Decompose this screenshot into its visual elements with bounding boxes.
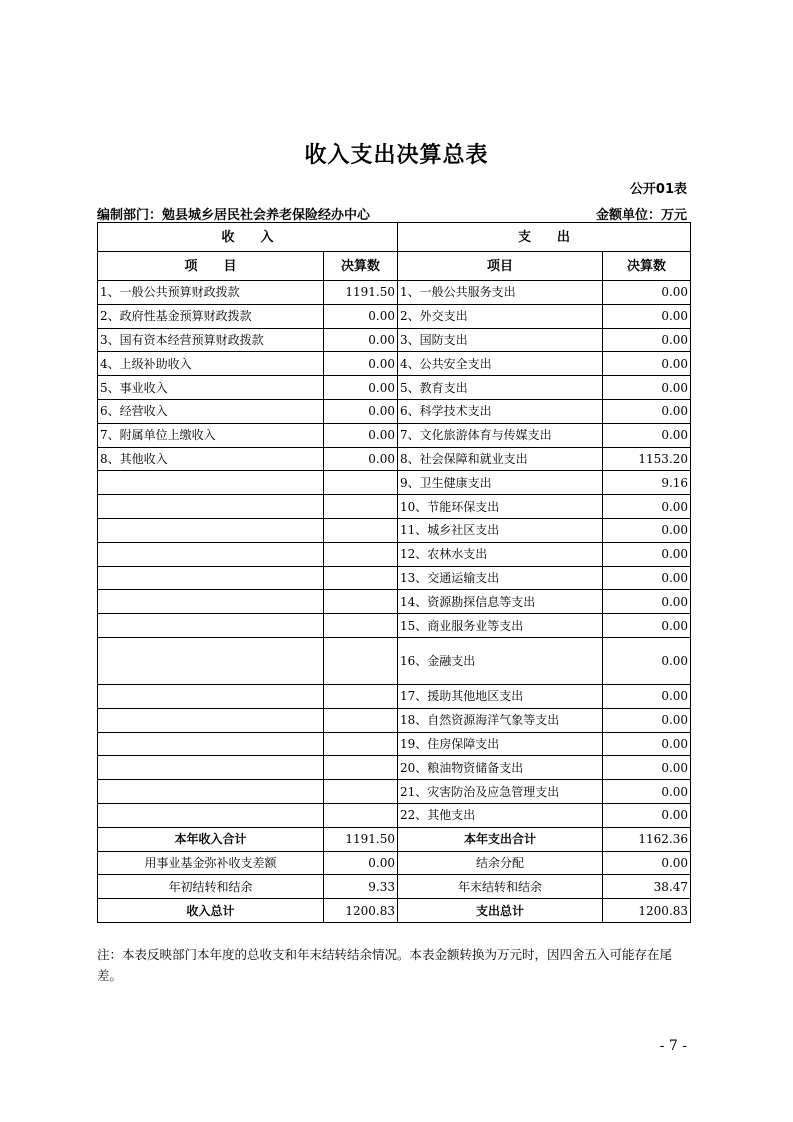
table-row <box>98 471 691 495</box>
income-amount-cell <box>324 590 398 614</box>
income-item-cell: 2、政府性基金预算财政拨款 <box>98 304 324 328</box>
expense-item-cell: 2、外交支出 <box>398 304 603 328</box>
income-amount-cell: 1191.50 <box>324 281 398 305</box>
table-row <box>98 732 691 756</box>
table-row <box>98 495 691 519</box>
expense-amount-cell: 0.00 <box>603 614 691 638</box>
expense-amount-cell: 0.00 <box>603 281 691 305</box>
table-row <box>98 637 691 684</box>
expense-item-cell: 9、卫生健康支出 <box>398 471 603 495</box>
expense-item-header: 项目 <box>398 252 603 281</box>
income-amount-cell: 0.00 <box>324 423 398 447</box>
income-section-header: 收 入 <box>98 223 398 252</box>
table-row <box>98 518 691 542</box>
page-number: - 7 - <box>659 1038 687 1054</box>
expense-item-cell: 22、其他支出 <box>398 803 603 827</box>
expense-item-cell: 18、自然资源海洋气象等支出 <box>398 708 603 732</box>
income-item-cell: 6、经营收入 <box>98 399 324 423</box>
income-item-cell <box>98 566 324 590</box>
income-item-cell <box>98 756 324 780</box>
income-amount-header: 决算数 <box>324 252 398 281</box>
table-row <box>98 447 691 471</box>
summary-row <box>98 851 691 875</box>
income-amount-cell <box>324 542 398 566</box>
expense-item-cell: 13、交通运输支出 <box>398 566 603 590</box>
income-amount-cell: 0.00 <box>324 399 398 423</box>
income-item-cell: 8、其他收入 <box>98 447 324 471</box>
income-item-cell <box>98 637 324 684</box>
expense-item-cell: 8、社会保障和就业支出 <box>398 447 603 471</box>
table-row <box>98 684 691 708</box>
section-header-row <box>98 223 691 252</box>
table-row <box>98 780 691 804</box>
income-item-cell: 3、国有资本经营预算财政拨款 <box>98 328 324 352</box>
summary-income-label: 用事业基金弥补收支差额 <box>98 851 324 875</box>
expense-item-cell: 15、商业服务业等支出 <box>398 614 603 638</box>
income-item-cell: 4、上级补助收入 <box>98 352 324 376</box>
summary-income-amount: 1200.83 <box>324 899 398 923</box>
table-row <box>98 614 691 638</box>
table-row <box>98 376 691 400</box>
expense-item-cell: 11、城乡社区支出 <box>398 518 603 542</box>
expense-item-cell: 16、金融支出 <box>398 637 603 684</box>
income-amount-cell <box>324 780 398 804</box>
summary-income-amount: 0.00 <box>324 851 398 875</box>
income-amount-cell <box>324 708 398 732</box>
expense-item-cell: 19、住房保障支出 <box>398 732 603 756</box>
expense-amount-cell: 0.00 <box>603 708 691 732</box>
income-item-cell <box>98 471 324 495</box>
income-amount-cell <box>324 732 398 756</box>
income-amount-cell <box>324 471 398 495</box>
income-item-cell: 7、附属单位上缴收入 <box>98 423 324 447</box>
income-item-cell <box>98 780 324 804</box>
expense-amount-cell: 0.00 <box>603 780 691 804</box>
summary-income-label: 本年收入合计 <box>98 827 324 851</box>
summary-income-label: 年初结转和结余 <box>98 875 324 899</box>
expense-item-cell: 1、一般公共服务支出 <box>398 281 603 305</box>
income-item-cell <box>98 518 324 542</box>
income-expense-table <box>97 222 691 923</box>
expense-item-cell: 20、粮油物资储备支出 <box>398 756 603 780</box>
summary-income-amount: 1191.50 <box>324 827 398 851</box>
income-amount-cell <box>324 637 398 684</box>
page-title: 收入支出决算总表 <box>304 143 489 168</box>
table-row <box>98 399 691 423</box>
income-item-cell: 5、事业收入 <box>98 376 324 400</box>
expense-amount-cell: 0.00 <box>603 732 691 756</box>
summary-expense-amount: 0.00 <box>603 851 691 875</box>
expense-item-cell: 7、文化旅游体育与传媒支出 <box>398 423 603 447</box>
income-item-cell <box>98 542 324 566</box>
table-row <box>98 756 691 780</box>
expense-amount-cell: 0.00 <box>603 376 691 400</box>
table-row <box>98 590 691 614</box>
form-number: 公开01表 <box>629 182 687 197</box>
income-amount-cell: 0.00 <box>324 352 398 376</box>
expense-item-cell: 17、援助其他地区支出 <box>398 684 603 708</box>
expense-item-cell: 6、科学技术支出 <box>398 399 603 423</box>
expense-amount-cell: 0.00 <box>603 542 691 566</box>
table-row <box>98 423 691 447</box>
expense-amount-cell: 0.00 <box>603 518 691 542</box>
expense-section-header: 支 出 <box>398 223 691 252</box>
compiling-department: 编制部门：勉县城乡居民社会养老保险经办中心 <box>97 208 371 223</box>
expense-amount-cell: 0.00 <box>603 637 691 684</box>
amount-unit: 金额单位：万元 <box>595 208 687 223</box>
income-amount-cell: 0.00 <box>324 447 398 471</box>
summary-expense-label: 年末结转和结余 <box>398 875 603 899</box>
expense-amount-cell: 0.00 <box>603 495 691 519</box>
summary-expense-amount: 38.47 <box>603 875 691 899</box>
expense-amount-cell: 0.00 <box>603 684 691 708</box>
summary-row <box>98 899 691 923</box>
expense-item-cell: 21、灾害防治及应急管理支出 <box>398 780 603 804</box>
expense-amount-cell: 0.00 <box>603 328 691 352</box>
income-amount-cell: 0.00 <box>324 376 398 400</box>
income-item-cell <box>98 708 324 732</box>
expense-item-cell: 4、公共安全支出 <box>398 352 603 376</box>
summary-row <box>98 875 691 899</box>
expense-amount-cell: 0.00 <box>603 566 691 590</box>
income-item-header: 项 目 <box>98 252 324 281</box>
income-item-cell <box>98 803 324 827</box>
table-row <box>98 566 691 590</box>
summary-expense-label: 本年支出合计 <box>398 827 603 851</box>
income-item-cell: 1、一般公共预算财政拨款 <box>98 281 324 305</box>
expense-amount-cell: 0.00 <box>603 423 691 447</box>
expense-item-cell: 14、资源勘探信息等支出 <box>398 590 603 614</box>
expense-item-cell: 10、节能环保支出 <box>398 495 603 519</box>
summary-income-amount: 9.33 <box>324 875 398 899</box>
table-row <box>98 304 691 328</box>
table-row <box>98 352 691 376</box>
summary-row <box>98 827 691 851</box>
income-amount-cell <box>324 614 398 638</box>
column-header-row <box>98 252 691 281</box>
income-item-cell <box>98 684 324 708</box>
expense-item-cell: 12、农林水支出 <box>398 542 603 566</box>
expense-amount-cell: 0.00 <box>603 304 691 328</box>
summary-income-label: 收入总计 <box>98 899 324 923</box>
income-amount-cell <box>324 803 398 827</box>
summary-expense-amount: 1162.36 <box>603 827 691 851</box>
income-item-cell <box>98 732 324 756</box>
income-item-cell <box>98 614 324 638</box>
table-row <box>98 708 691 732</box>
income-amount-cell: 0.00 <box>324 328 398 352</box>
table-note: 注：本表反映部门本年度的总收支和年末结转结余情况。本表金额转换为万元时，因四舍五入可能存在尾差。 <box>97 947 673 983</box>
expense-amount-cell: 9.16 <box>603 471 691 495</box>
table-row <box>98 803 691 827</box>
expense-amount-cell: 1153.20 <box>603 447 691 471</box>
expense-amount-header: 决算数 <box>603 252 691 281</box>
income-item-cell <box>98 590 324 614</box>
expense-amount-cell: 0.00 <box>603 590 691 614</box>
expense-item-cell: 5、教育支出 <box>398 376 603 400</box>
summary-expense-amount: 1200.83 <box>603 899 691 923</box>
expense-amount-cell: 0.00 <box>603 352 691 376</box>
table-row <box>98 328 691 352</box>
income-item-cell <box>98 495 324 519</box>
expense-amount-cell: 0.00 <box>603 803 691 827</box>
income-amount-cell <box>324 495 398 519</box>
income-amount-cell <box>324 566 398 590</box>
table-row <box>98 281 691 305</box>
income-amount-cell <box>324 756 398 780</box>
income-amount-cell <box>324 684 398 708</box>
expense-amount-cell: 0.00 <box>603 756 691 780</box>
income-amount-cell <box>324 518 398 542</box>
expense-amount-cell: 0.00 <box>603 399 691 423</box>
table-row <box>98 542 691 566</box>
income-amount-cell: 0.00 <box>324 304 398 328</box>
expense-item-cell: 3、国防支出 <box>398 328 603 352</box>
summary-expense-label: 结余分配 <box>398 851 603 875</box>
summary-expense-label: 支出总计 <box>398 899 603 923</box>
